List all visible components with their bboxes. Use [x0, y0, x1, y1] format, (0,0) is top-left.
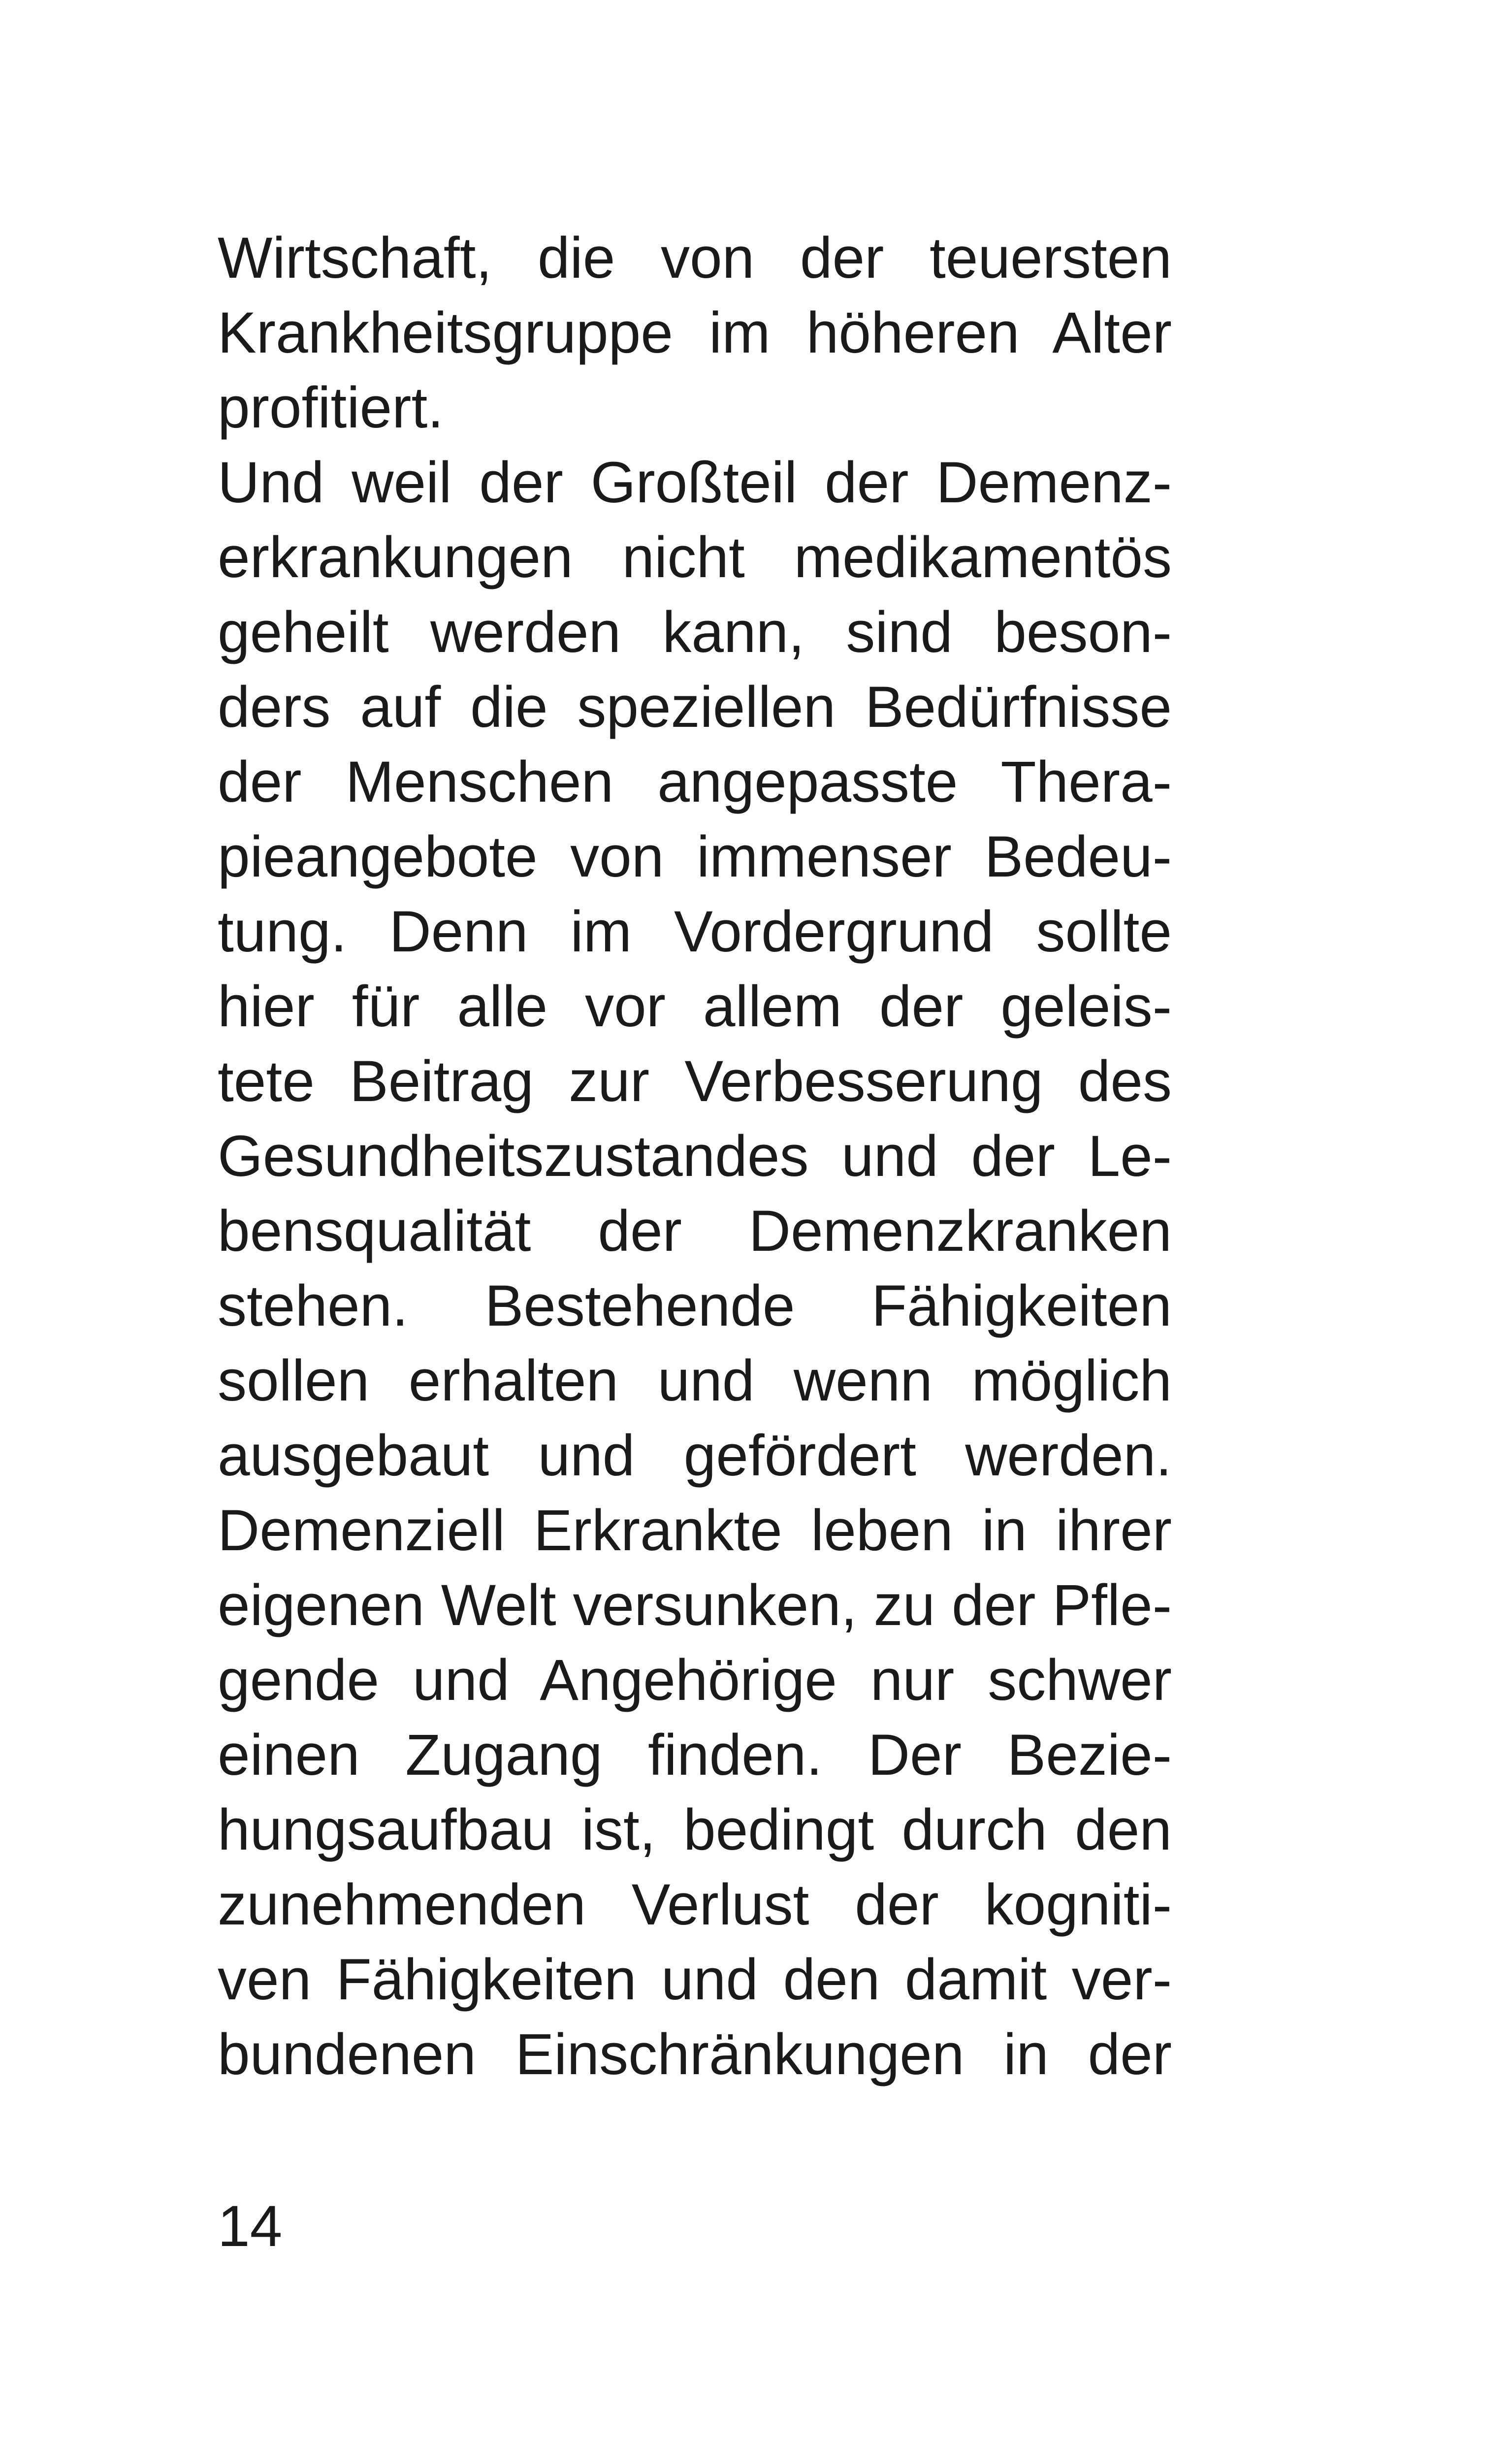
text-line: hungsaufbau ist, bedingt durch den — [218, 1797, 1172, 1862]
page-number: 14 — [218, 2194, 283, 2259]
text-line: eigenen Welt versunken, zu der Pfle- — [218, 1573, 1172, 1638]
text-line: ven Fähigkeiten und den damit ver- — [218, 1947, 1172, 2012]
text-line: bensqualität der Demenzkranken — [218, 1199, 1172, 1264]
text-line: Wirtschaft, die von der teuersten — [218, 226, 1172, 291]
text-line: ders auf die speziellen Bedürfnisse — [218, 675, 1172, 740]
text-line: hier für alle vor allem der geleis- — [218, 974, 1172, 1039]
text-line: erkrankungen nicht medikamentös — [218, 525, 1172, 590]
text-line: stehen. Bestehende Fähigkeiten — [218, 1273, 1172, 1338]
text-line: Gesundheitszustandes und der Le- — [218, 1124, 1172, 1189]
text-line: Und weil der Großteil der Demenz- — [218, 450, 1172, 515]
text-line: profitiert. — [218, 375, 444, 440]
text-line: tung. Denn im Vordergrund sollte — [218, 899, 1172, 964]
text-line: tete Beitrag zur Verbesserung des — [218, 1049, 1172, 1114]
text-line: pieangebote von immenser Bedeu- — [218, 824, 1172, 889]
text-line: sollen erhalten und wenn möglich — [218, 1348, 1172, 1413]
body-text — [218, 221, 1172, 2092]
text-line: zunehmenden Verlust der kogniti- — [218, 1872, 1172, 1937]
text-line: einen Zugang finden. Der Bezie- — [218, 1723, 1172, 1788]
text-line: Krankheitsgruppe im höheren Alter — [218, 300, 1172, 365]
text-line: bundenen Einschränkungen in der — [218, 2022, 1172, 2087]
text-line: ausgebaut und gefördert werden. — [218, 1423, 1172, 1488]
text-line: gende und Angehörige nur schwer — [218, 1648, 1172, 1713]
text-line: geheilt werden kann, sind beson- — [218, 600, 1172, 665]
text-line: der Menschen angepasste Thera- — [218, 749, 1172, 814]
text-line: Demenziell Erkrankte leben in ihrer — [218, 1498, 1172, 1563]
